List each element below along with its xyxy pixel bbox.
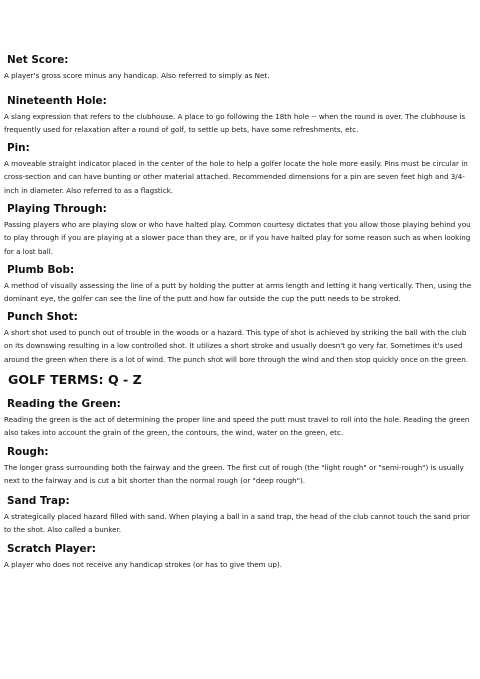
glossary-entry-pin [4, 142, 474, 197]
section-heading-q-z: GOLF TERMS: Q - Z [8, 372, 142, 387]
term-definition: A method of visually assessing the line of a putt by holding the putter at arms length and letting it hang vertically. Then, using the dominant eye, the golfer can see the line of the putt and how far outside the cup the putt needs to be stroked. [4, 281, 472, 304]
glossary-entry-punch-shot [4, 311, 474, 366]
term-heading: Scratch Player: [7, 543, 96, 555]
term-definition: A strategically placed hazard filled with sand. When playing a ball in a sand trap, the head of the club cannot touch the sand prior to the shot. Also called a bunker. [4, 512, 470, 535]
term-definition: A player's gross score minus any handicap. Also referred to simply as Net. [4, 71, 270, 80]
term-definition: A player who does not receive any handicap strokes (or has to give them up). [4, 560, 283, 569]
glossary-entry-net-score [4, 54, 474, 82]
glossary-entry-plumb-bob [4, 264, 474, 306]
term-definition: Reading the green is the act of determining the proper line and speed the putt must travel to roll into the hole. Reading the green also takes into account the grain of the green, the contours, the wind, water on the green, etc. [4, 415, 470, 438]
term-definition: Passing players who are playing slow or who have halted play. Common courtesy dictates that you allow those playing behind you to play through if you are playing at a slower pace than they are, or if you have halted play for some reason such as when looking for a lost ball. [4, 220, 471, 256]
term-heading: Net Score: [7, 54, 69, 66]
term-definition: A moveable straight indicator placed in the center of the hole to help a golfer locate the hole more easily. Pins must be circular in cross-section and can have bunting or other material attached. Recommended dimensions for a pin are seven feet high and 3/4-inch in diameter. Also referred to as a flagstick. [4, 159, 468, 195]
term-heading: Sand Trap: [7, 495, 70, 507]
glossary-entry-scratch-player [4, 543, 474, 571]
term-heading: Playing Through: [7, 203, 107, 215]
glossary-entry-nineteenth-hole [4, 95, 474, 137]
glossary-entry-reading-the-green [4, 398, 474, 440]
term-definition: A short shot used to punch out of trouble in the woods or a hazard. This type of shot is achieved by striking the ball with the club on its downswing resulting in a low controlled shot. It utilizes a short stroke and usually doesn't go very far. Sometimes it's used around the green when there is a lot of wind. The punch shot will bore through the wind and then stop quickly once on the green. [4, 328, 469, 364]
term-definition: The longer grass surrounding both the fairway and the green. The first cut of rough (the "light rough" or "semi-rough") is usually next to the fairway and is cut a bit shorter than the normal rough (or "deep rough"). [4, 463, 464, 486]
glossary-entry-playing-through [4, 203, 474, 258]
term-heading: Nineteenth Hole: [7, 95, 107, 107]
term-heading: Pin: [7, 142, 30, 154]
term-heading: Punch Shot: [7, 311, 78, 323]
term-heading: Rough: [7, 446, 49, 458]
term-heading: Reading the Green: [7, 398, 121, 410]
term-heading: Plumb Bob: [7, 264, 75, 276]
glossary-entry-rough [4, 446, 474, 488]
glossary-entry-sand-trap [4, 495, 474, 537]
term-definition: A slang expression that refers to the clubhouse. A place to go following the 18th hole -- when the round is over. The clubhouse is frequently used for relaxation after a round of golf, to settle up bets, have some refreshments, etc. [4, 112, 466, 135]
